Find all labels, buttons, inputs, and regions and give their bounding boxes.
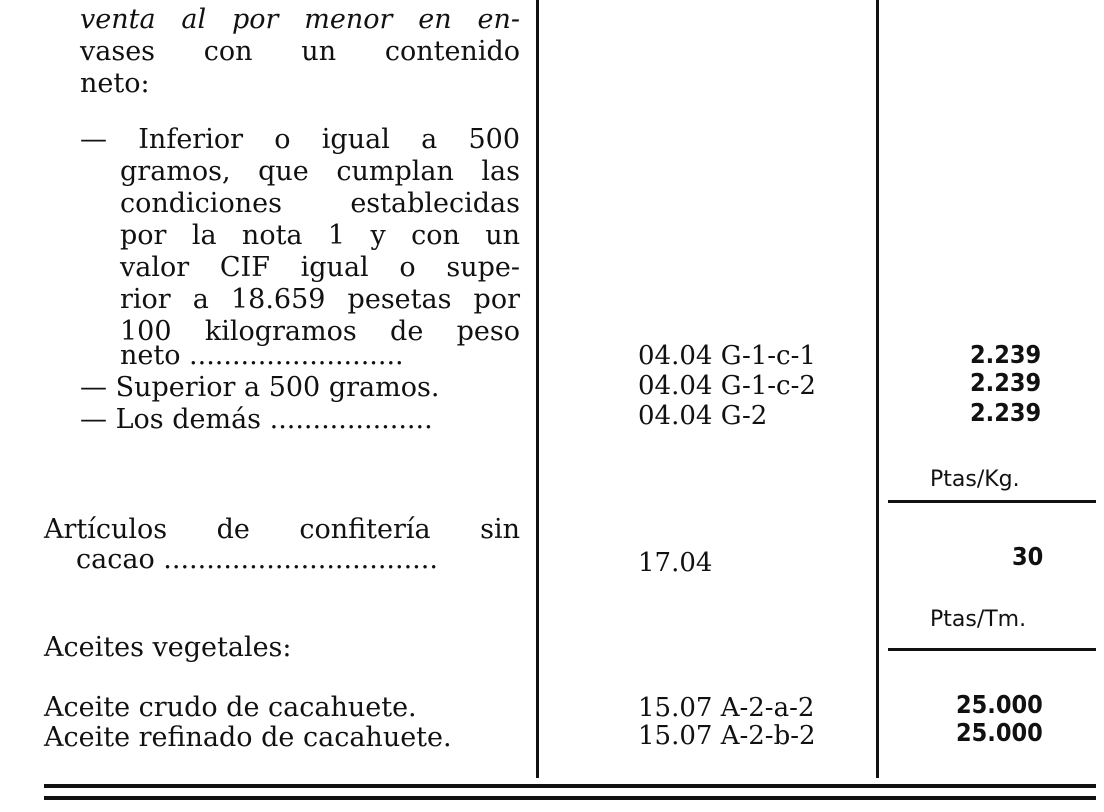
item1-line-4: por la nota 1 y con un bbox=[120, 220, 520, 251]
oil2-label: Aceite refinado de cacahuete. bbox=[44, 722, 452, 753]
oil1-code: 15.07 A-2-a-2 bbox=[638, 693, 815, 723]
oil1-label: Aceite crudo de cacahuete. bbox=[44, 692, 417, 723]
conf-code: 17.04 bbox=[638, 548, 713, 578]
item1-line-3: condiciones establecidas bbox=[120, 188, 520, 219]
item1-line-7: 100 kilogramos de peso bbox=[120, 316, 520, 347]
item2-code: 04.04 G-1-c-2 bbox=[638, 371, 816, 401]
column-rule-right bbox=[876, 0, 879, 778]
unit-ptas-tm: Ptas/Tm. bbox=[930, 607, 1027, 632]
item3-label: — Los demás ................... bbox=[80, 404, 433, 435]
item1-code: 04.04 G-1-c-1 bbox=[638, 341, 816, 371]
intro-line-3: neto: bbox=[80, 68, 150, 99]
item3-code: 04.04 G-2 bbox=[638, 401, 768, 431]
item1-value: 2.239 bbox=[970, 340, 1042, 369]
oil2-code: 15.07 A-2-b-2 bbox=[638, 721, 816, 751]
unit-rule-2 bbox=[888, 648, 1096, 651]
item1-line-5: valor CIF igual o supe- bbox=[120, 252, 520, 283]
item3-value: 2.239 bbox=[970, 398, 1042, 427]
item1-line-1: — Inferior o igual a 500 bbox=[80, 124, 520, 155]
item2-label: — Superior a 500 gramos. bbox=[80, 372, 440, 403]
bottom-rule-2 bbox=[44, 796, 1096, 800]
column-rule-left bbox=[536, 0, 539, 778]
unit-ptas-kg: Ptas/Kg. bbox=[930, 467, 1020, 492]
bottom-rule-1 bbox=[44, 784, 1096, 788]
oils-heading: Aceites vegetales: bbox=[44, 632, 292, 663]
oil2-value: 25.000 bbox=[956, 718, 1043, 747]
item1-line-6: rior a 18.659 pesetas por bbox=[120, 284, 520, 315]
unit-rule-1 bbox=[888, 500, 1096, 503]
conf-line-1: Artículos de confitería sin bbox=[44, 514, 520, 545]
oil1-value: 25.000 bbox=[956, 690, 1043, 719]
item1-line-2: gramos, que cumplan las bbox=[120, 156, 520, 187]
conf-line-2: cacao ................................ bbox=[76, 544, 438, 575]
item2-value: 2.239 bbox=[970, 368, 1042, 397]
conf-value: 30 bbox=[1012, 542, 1044, 571]
intro-line-1: venta al por menor en en- bbox=[80, 4, 520, 35]
intro-line-2: vases con un contenido bbox=[80, 36, 520, 67]
item1-line-8: neto ......................... bbox=[120, 340, 404, 371]
